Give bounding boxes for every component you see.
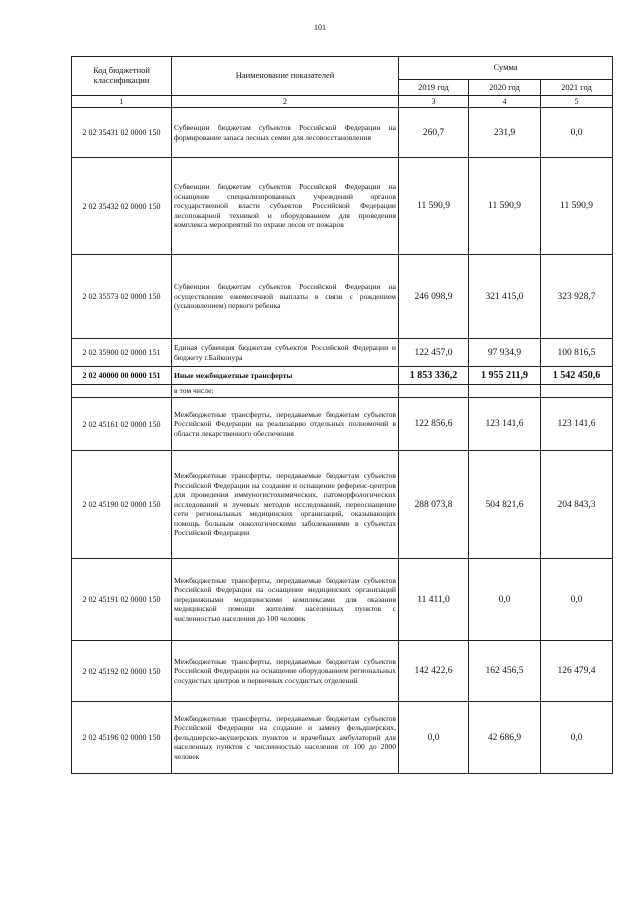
row-code: 2 02 35573 02 0000 150 (72, 255, 172, 339)
header-year-2020: 2020 год (469, 80, 541, 96)
col-number-2: 2 (172, 96, 399, 108)
header-name: Наименование показателей (172, 57, 399, 96)
row-value-2020: 504 821,6 (469, 451, 541, 559)
row-value-2021: 0,0 (541, 559, 613, 641)
row-name: Субвенции бюджетам субъектов Российской Федерации на формирование запаса лесных семян для лесовосстановления (172, 108, 399, 158)
header-year-2019: 2019 год (399, 80, 469, 96)
row-value-2019: 260,7 (399, 108, 469, 158)
row-code: 2 02 40000 00 0000 151 (72, 367, 172, 385)
table-row (72, 451, 613, 559)
table-row (72, 398, 613, 451)
row-value-2019: 122 856,6 (399, 398, 469, 451)
row-name: Межбюджетные трансферты, передаваемые бюджетам субъектов Российской Федерации на оснащение медицинских организаций передвижными медицинскими комплексами для оказания медицинской помощи жителям населенных пунктов с численностью населения до 100 человек (172, 559, 399, 641)
row-value-2021: 100 816,5 (541, 339, 613, 367)
table-row-total (72, 367, 613, 385)
row-name: Межбюджетные трансферты, передаваемые бюджетам субъектов Российской Федерации на реализацию отдельных полномочий в области лекарственного обеспечения (172, 398, 399, 451)
row-value-2020: 321 415,0 (469, 255, 541, 339)
page-number: 101 (314, 23, 326, 32)
row-value-2020: 1 955 211,9 (469, 367, 541, 385)
row-name: Субвенции бюджетам субъектов Российской Федерации на осуществление ежемесячной выплаты в связи с рождением (усыновлением) первого ребенка (172, 255, 399, 339)
row-value-2021: 0,0 (541, 702, 613, 774)
row-value-2021: 1 542 450,6 (541, 367, 613, 385)
row-value-2020 (469, 385, 541, 398)
row-value-2021: 204 843,3 (541, 451, 613, 559)
row-value-2021: 123 141,6 (541, 398, 613, 451)
row-value-2020: 162 456,5 (469, 641, 541, 702)
table-row (72, 158, 613, 255)
table-row (72, 559, 613, 641)
row-value-2021: 0,0 (541, 108, 613, 158)
table-row (72, 255, 613, 339)
header-year-2021: 2021 год (541, 80, 613, 96)
row-name: Иные межбюджетные трансферты (172, 367, 399, 385)
row-value-2020: 231,9 (469, 108, 541, 158)
row-value-2019: 122 457,0 (399, 339, 469, 367)
row-value-2019 (399, 385, 469, 398)
row-code: 2 02 45191 02 0000 150 (72, 559, 172, 641)
row-value-2020: 42 686,9 (469, 702, 541, 774)
row-value-2019: 1 853 336,2 (399, 367, 469, 385)
row-value-2020: 123 141,6 (469, 398, 541, 451)
row-name: Субвенции бюджетам субъектов Российской Федерации на оснащение специализированных учреждений органов государственной власти субъектов Российской Федерации лесопожарной техникой и оборудованием для проведения комплекса мероприятий по охране лесов от пожаров (172, 158, 399, 255)
row-name: Единая субвенция бюджетам субъектов Российской Федерации и бюджету г.Байконура (172, 339, 399, 367)
row-value-2020: 11 590,9 (469, 158, 541, 255)
table-row (72, 702, 613, 774)
row-name: Межбюджетные трансферты, передаваемые бюджетам субъектов Российской Федерации на создание и оснащение референс-центров для проведения иммуногистохимических, патоморфологических исследований и лучевых методов исследований, переоснащение сети региональных медицинских организаций, оказывающих помощь больным онкологическими заболеваниями в субъектах Российской Федерации (172, 451, 399, 559)
row-value-2019: 288 073,8 (399, 451, 469, 559)
row-code: 2 02 35432 02 0000 150 (72, 158, 172, 255)
row-value-2021: 11 590,9 (541, 158, 613, 255)
row-value-2021: 126 479,4 (541, 641, 613, 702)
row-value-2019: 0,0 (399, 702, 469, 774)
row-value-2020: 97 934,9 (469, 339, 541, 367)
table-row (72, 385, 613, 398)
row-value-2019: 246 098,9 (399, 255, 469, 339)
table-row (72, 339, 613, 367)
header-code: Код бюджетной классификации (72, 57, 172, 96)
row-value-2020: 0,0 (469, 559, 541, 641)
header-sum: Сумма (399, 57, 613, 80)
row-code: 2 02 45161 02 0000 150 (72, 398, 172, 451)
col-number-1: 1 (72, 96, 172, 108)
row-value-2019: 142 422,6 (399, 641, 469, 702)
row-code: 2 02 45192 02 0000 150 (72, 641, 172, 702)
table-row (72, 641, 613, 702)
table-row (72, 108, 613, 158)
row-code: 2 02 35431 02 0000 150 (72, 108, 172, 158)
row-value-2019: 11 411,0 (399, 559, 469, 641)
row-code (72, 385, 172, 398)
row-name: Межбюджетные трансферты, передаваемые бюджетам субъектов Российской Федерации на создание и замену фельдшерских, фельдшерско-акушерских пунктов и врачебных амбулаторий для населенных пунктов с численностью населения от 100 до 2000 человек (172, 702, 399, 774)
row-code: 2 02 45190 02 0000 150 (72, 451, 172, 559)
row-name: в том числе: (172, 385, 399, 398)
row-value-2021: 323 928,7 (541, 255, 613, 339)
budget-table (71, 56, 613, 774)
row-code: 2 02 45196 02 0000 150 (72, 702, 172, 774)
row-value-2021 (541, 385, 613, 398)
col-number-3: 3 (399, 96, 469, 108)
row-code: 2 02 35900 02 0000 151 (72, 339, 172, 367)
row-name: Межбюджетные трансферты, передаваемые бюджетам субъектов Российской Федерации на оснащение оборудованием региональных сосудистых центров и первичных сосудистых отделений (172, 641, 399, 702)
col-number-5: 5 (541, 96, 613, 108)
row-value-2019: 11 590,9 (399, 158, 469, 255)
col-number-4: 4 (469, 96, 541, 108)
